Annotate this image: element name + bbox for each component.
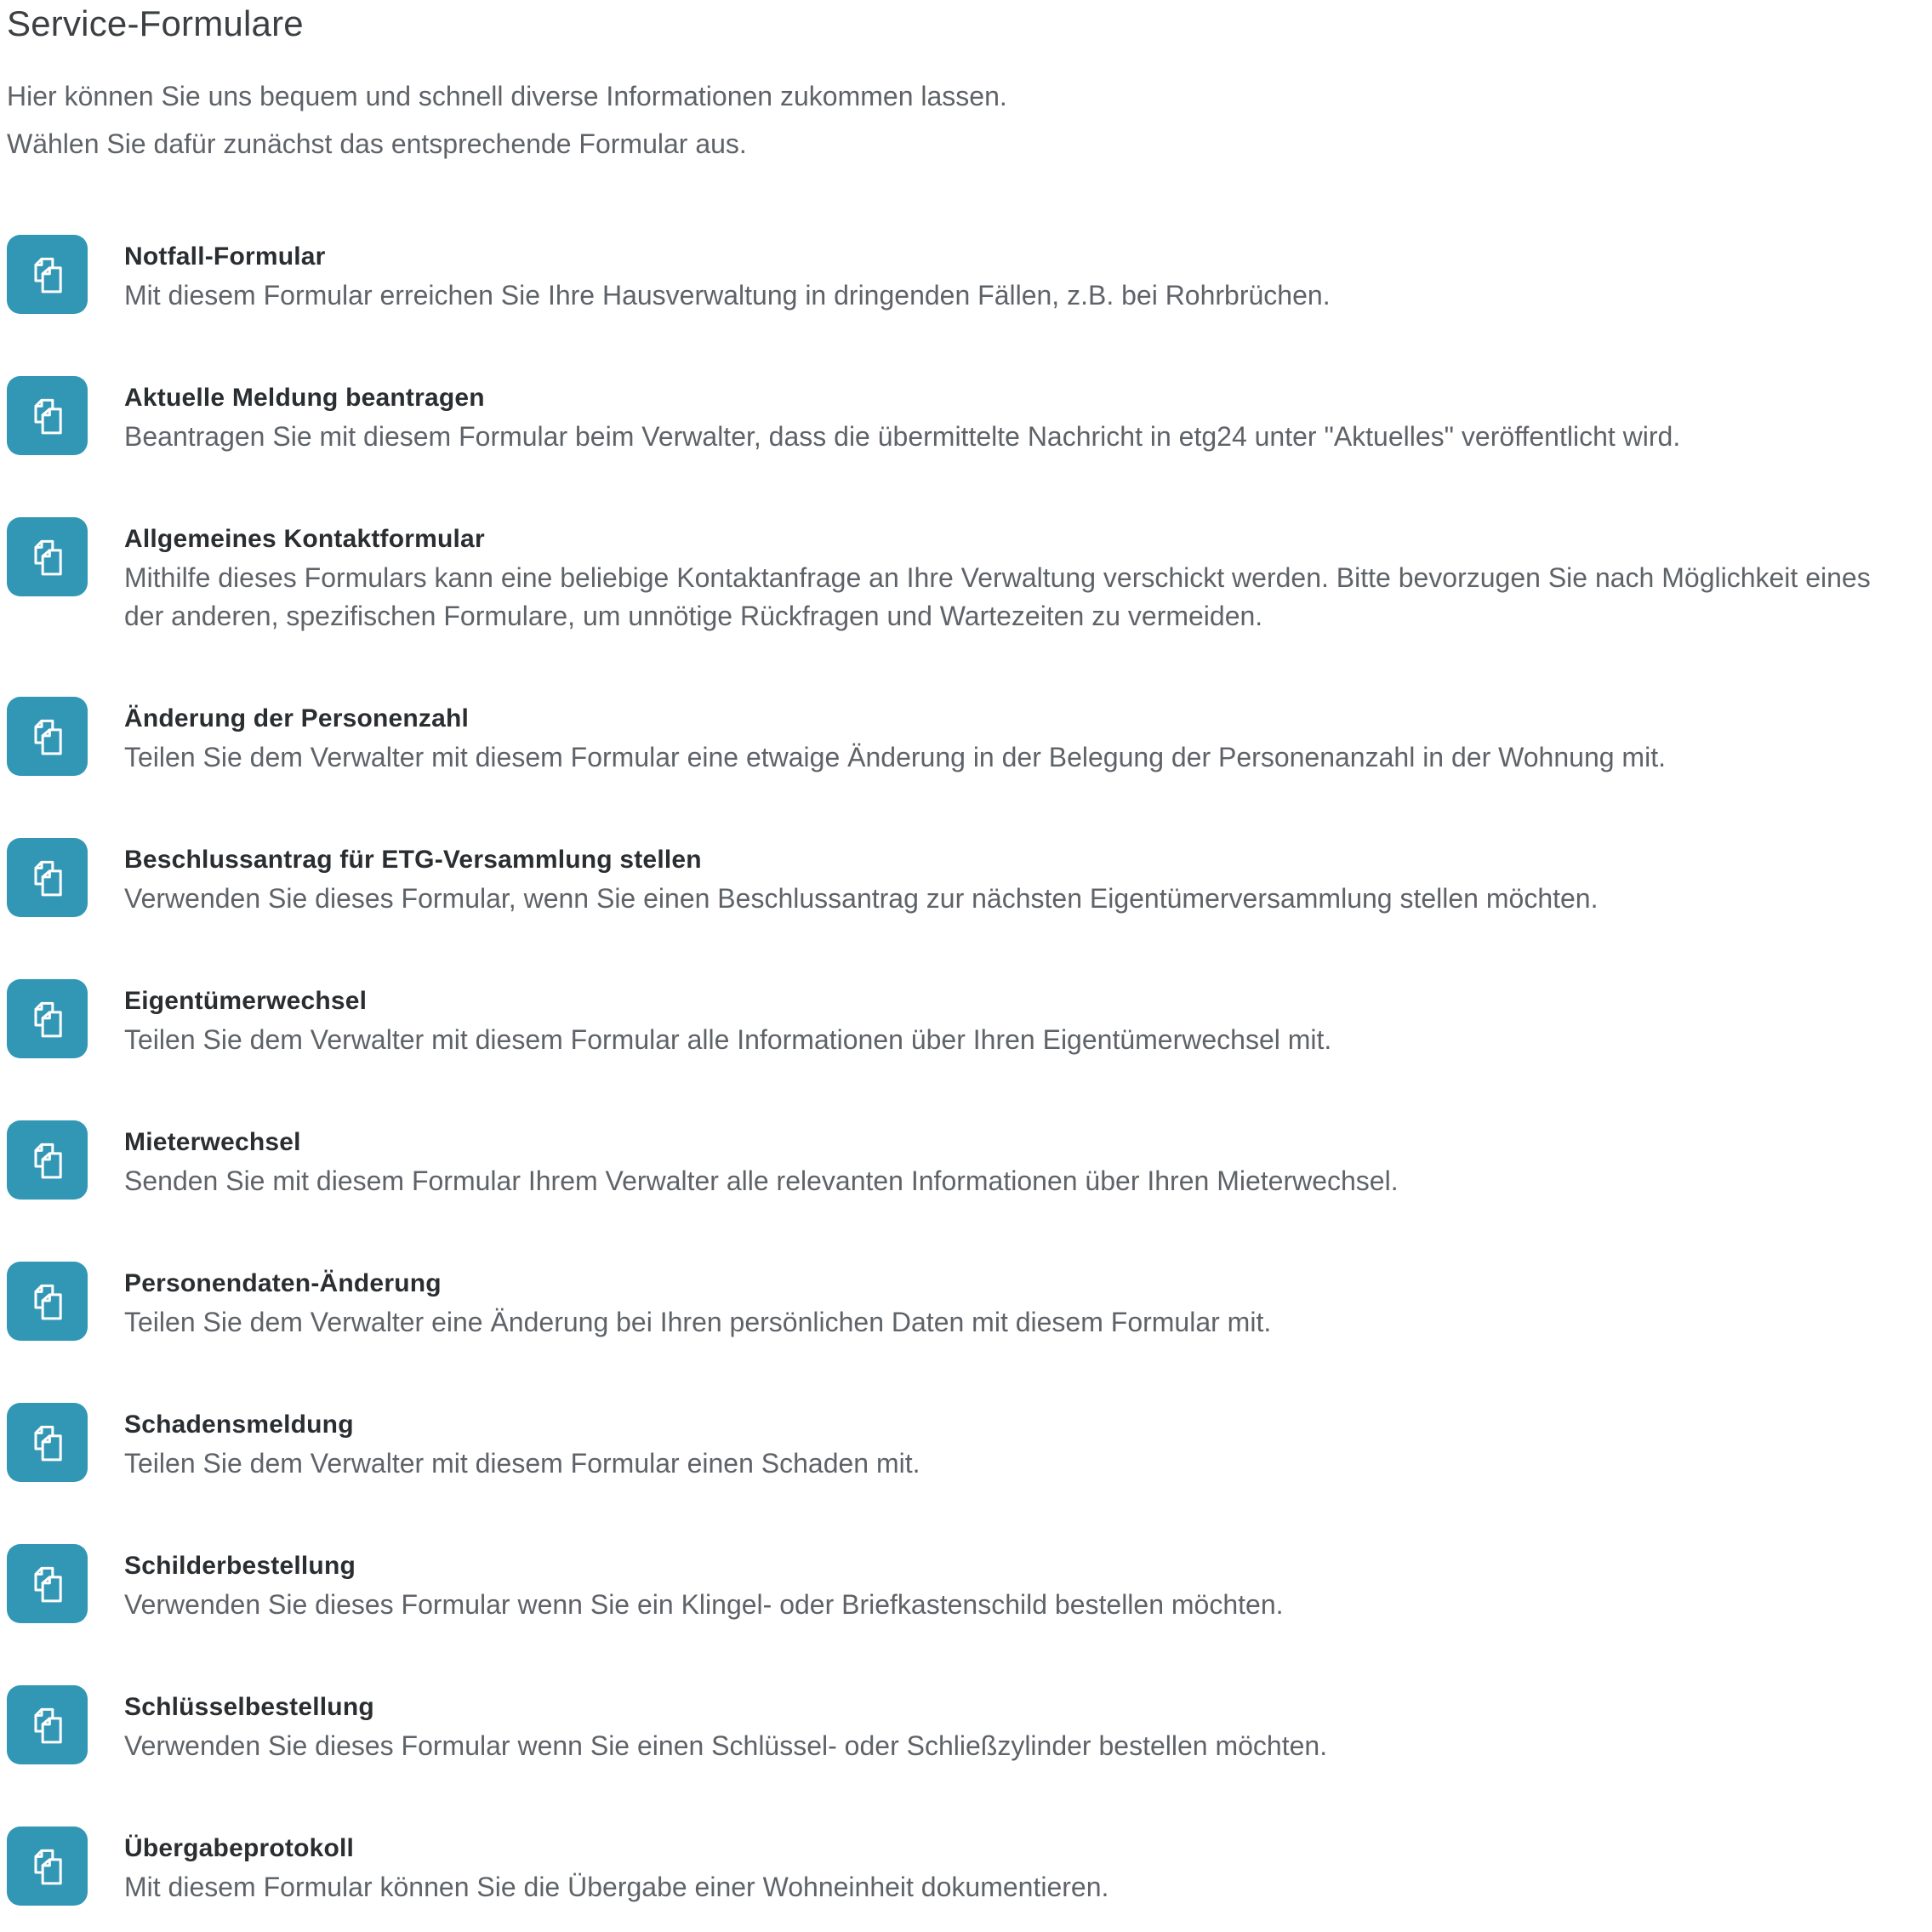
form-text xyxy=(124,383,1680,456)
copy-documents-icon[interactable] xyxy=(7,838,88,917)
form-title[interactable]: Schlüsselbestellung xyxy=(124,1693,374,1721)
form-title[interactable]: Eigentümerwechsel xyxy=(124,987,368,1015)
form-title[interactable]: Beschlussantrag für ETG-Versammlung stellen xyxy=(124,846,702,874)
form-description: Senden Sie mit diesem Formular Ihrem Verwalter alle relevanten Informationen über Ihren Mieterwechsel. xyxy=(124,1165,1399,1196)
form-title[interactable]: Änderung der Personenzahl xyxy=(124,704,470,732)
form-description: Beantragen Sie mit diesem Formular beim Verwalter, dass die übermittelte Nachricht in etg24 unter "Aktuelles" veröffentlicht wird. xyxy=(124,421,1681,452)
form-text xyxy=(124,242,1331,315)
form-description: Verwenden Sie dieses Formular wenn Sie ein Klingel- oder Briefkastenschild bestellen möchten. xyxy=(124,1589,1284,1620)
copy-documents-icon[interactable] xyxy=(7,1120,88,1200)
form-list-item[interactable] xyxy=(7,1544,1915,1624)
copy-documents-icon[interactable] xyxy=(7,1544,88,1623)
form-title[interactable]: Allgemeines Kontaktformular xyxy=(124,525,485,553)
form-list-item[interactable] xyxy=(7,1685,1915,1765)
form-list-item[interactable] xyxy=(7,697,1915,777)
form-list-item[interactable] xyxy=(7,376,1915,456)
form-list-item[interactable] xyxy=(7,1262,1915,1342)
form-description: Teilen Sie dem Verwalter mit diesem Formular eine etwaige Änderung in der Belegung der Personenanzahl in der Wohnung mit. xyxy=(124,742,1666,772)
copy-documents-icon[interactable] xyxy=(7,235,88,314)
form-title[interactable]: Mieterwechsel xyxy=(124,1128,301,1156)
copy-documents-icon[interactable] xyxy=(7,1403,88,1482)
form-text xyxy=(124,704,1666,777)
form-description: Mit diesem Formular können Sie die Übergabe einer Wohneinheit dokumentieren. xyxy=(124,1872,1109,1902)
form-text xyxy=(124,1692,1327,1765)
copy-documents-icon[interactable] xyxy=(7,1827,88,1906)
form-description: Verwenden Sie dieses Formular, wenn Sie einen Beschlussantrag zur nächsten Eigentümerversammlung stellen möchten. xyxy=(124,883,1599,914)
copy-documents-icon[interactable] xyxy=(7,1685,88,1764)
form-text xyxy=(124,1268,1271,1342)
form-description: Teilen Sie dem Verwalter eine Änderung bei Ihren persönlichen Daten mit diesem Formular mit. xyxy=(124,1307,1272,1337)
form-text xyxy=(124,1833,1108,1906)
copy-documents-icon[interactable] xyxy=(7,1262,88,1341)
form-text xyxy=(124,1410,920,1483)
form-text xyxy=(124,1551,1284,1624)
form-list-item[interactable] xyxy=(7,1827,1915,1906)
form-text xyxy=(124,845,1598,918)
form-description: Verwenden Sie dieses Formular wenn Sie einen Schlüssel- oder Schließzylinder bestellen möchten. xyxy=(124,1730,1328,1761)
copy-documents-icon[interactable] xyxy=(7,697,88,776)
form-text xyxy=(124,986,1331,1059)
form-list-item[interactable] xyxy=(7,1120,1915,1200)
form-list-item[interactable] xyxy=(7,235,1915,315)
form-title[interactable]: Schilderbestellung xyxy=(124,1552,356,1580)
form-description: Mit diesem Formular erreichen Sie Ihre Hausverwaltung in dringenden Fällen, z.B. bei Rohrbrüchen. xyxy=(124,280,1331,311)
form-title[interactable]: Übergabeprotokoll xyxy=(124,1834,355,1862)
form-list-item[interactable] xyxy=(7,1403,1915,1483)
intro-line-1: Hier können Sie uns bequem und schnell diverse Informationen zukommen lassen. xyxy=(7,81,1007,111)
copy-documents-icon[interactable] xyxy=(7,376,88,455)
copy-documents-icon[interactable] xyxy=(7,517,88,596)
form-title[interactable]: Notfall-Formular xyxy=(124,242,326,271)
form-text xyxy=(124,524,1894,635)
form-title[interactable]: Personendaten-Änderung xyxy=(124,1269,442,1297)
form-text xyxy=(124,1127,1399,1200)
copy-documents-icon[interactable] xyxy=(7,979,88,1058)
form-title[interactable]: Schadensmeldung xyxy=(124,1411,354,1439)
intro-line-2: Wählen Sie dafür zunächst das entsprechende Formular aus. xyxy=(7,128,747,159)
form-list-item[interactable] xyxy=(7,517,1915,635)
form-list-item[interactable] xyxy=(7,979,1915,1059)
form-description: Mithilfe dieses Formulars kann eine beliebige Kontaktanfrage an Ihre Verwaltung verschickt werden. Bitte bevorzugen Sie nach Möglichkeit eines der anderen, spezifischen Formulare, um unnötige Rückfragen und Wartezeiten zu vermeiden. xyxy=(124,562,1871,631)
form-title[interactable]: Aktuelle Meldung beantragen xyxy=(124,384,485,412)
page-title: Service-Formulare xyxy=(7,3,304,43)
form-description: Teilen Sie dem Verwalter mit diesem Formular alle Informationen über Ihren Eigentümerwechsel mit. xyxy=(124,1024,1332,1055)
form-description: Teilen Sie dem Verwalter mit diesem Formular einen Schaden mit. xyxy=(124,1448,920,1479)
form-list-item[interactable] xyxy=(7,838,1915,918)
service-form-list xyxy=(7,235,1915,1906)
